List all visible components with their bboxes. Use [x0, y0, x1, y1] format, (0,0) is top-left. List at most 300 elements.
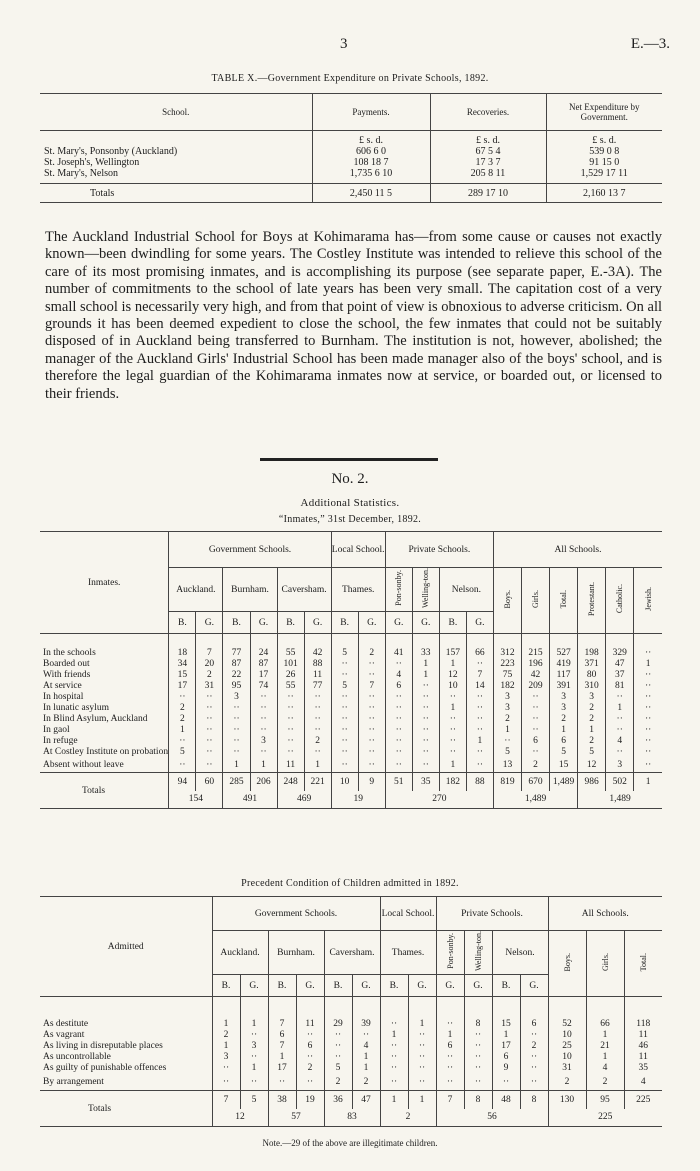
- table-cell: 2: [169, 703, 196, 714]
- table-cell: 1,489: [550, 773, 578, 791]
- row-label: By arrangement: [43, 1076, 104, 1087]
- table-cell: 248: [277, 773, 304, 791]
- table-cell: ··: [277, 725, 304, 736]
- table-cell: 118: [624, 997, 662, 1030]
- table-cell: ··: [634, 692, 662, 703]
- table-cell: 8: [520, 1091, 548, 1109]
- table-cell: 4: [586, 1063, 624, 1074]
- table-cell: ··: [412, 692, 439, 703]
- row-label: As vagrant: [43, 1030, 85, 1041]
- table-cell: ··: [464, 1063, 492, 1074]
- table-cell: 87: [223, 659, 250, 670]
- table-cell: 7: [212, 1091, 240, 1109]
- table-row: [40, 714, 662, 725]
- table-cell: ··: [466, 747, 493, 758]
- table-cell: ··: [331, 703, 358, 714]
- table-cell: 5: [550, 747, 578, 758]
- table-cell: ··: [464, 1074, 492, 1091]
- table-cell: Government Schools.: [212, 897, 380, 931]
- table-cell: 11: [304, 670, 331, 681]
- table-cell: ··: [380, 1041, 408, 1052]
- table-cell: ··: [520, 1030, 548, 1041]
- table-cell: 10: [331, 773, 358, 791]
- table-cell: 2: [380, 1109, 436, 1127]
- table-cell: Boys.: [562, 952, 572, 972]
- table-cell: ··: [304, 714, 331, 725]
- table-row: [40, 1052, 662, 1063]
- table-cell: Jewish.: [643, 587, 653, 611]
- table-cell: 35: [624, 1063, 662, 1074]
- currency-header: £ s. d.: [430, 135, 546, 146]
- table-cell: Nelson.: [492, 931, 548, 975]
- table-cell: ··: [277, 736, 304, 747]
- table-cell: 22: [223, 670, 250, 681]
- table-cell: Totals: [82, 785, 106, 796]
- table-cell: ··: [240, 1052, 268, 1063]
- table-cell: 25: [548, 1041, 586, 1052]
- table-cell: ··: [385, 659, 412, 670]
- table-cell: 2: [304, 736, 331, 747]
- table-cell: 39: [352, 997, 380, 1030]
- col-recoveries: Recoveries.: [430, 94, 546, 131]
- table-cell: 19: [296, 1091, 324, 1109]
- table-cell: 1,489: [578, 791, 662, 809]
- table-cell: 2: [324, 1074, 352, 1091]
- table-cell: ··: [521, 747, 549, 758]
- table-cell: 1: [606, 703, 634, 714]
- table-cell: 3: [493, 703, 521, 714]
- table-cell: ··: [412, 703, 439, 714]
- table-cell: ··: [521, 725, 549, 736]
- page-header: [0, 36, 700, 56]
- table-cell: 2: [578, 736, 606, 747]
- table-cell: ··: [385, 725, 412, 736]
- table-cell: ··: [358, 659, 385, 670]
- table-cell: ··: [412, 736, 439, 747]
- table-cell: 10: [439, 681, 466, 692]
- table-cell: ··: [358, 758, 385, 773]
- inmates-stub: Inmates.: [40, 532, 169, 634]
- table-cell: 1: [634, 773, 662, 791]
- table-cell: 117: [550, 670, 578, 681]
- table-cell: 1: [586, 1052, 624, 1063]
- table-cell: 329: [606, 634, 634, 659]
- footnote: Note.—29 of the above are illegitimate children.: [262, 1138, 438, 1148]
- table-cell: ··: [634, 725, 662, 736]
- table-cell: St. Mary's, Nelson: [44, 168, 119, 179]
- table-cell: 7: [466, 670, 493, 681]
- table-cell: 2: [493, 714, 521, 725]
- table-cell: G.: [385, 612, 412, 634]
- table-cell: 41: [385, 634, 412, 659]
- table-cell: 1: [466, 736, 493, 747]
- table-cell: Totals: [88, 1103, 112, 1114]
- table-row: [40, 1030, 662, 1041]
- table-cell: ··: [408, 1030, 436, 1041]
- table-cell: 3: [240, 1041, 268, 1052]
- table-cell: 10: [548, 1052, 586, 1063]
- table-cell: 1: [550, 725, 578, 736]
- table-cell: 196: [521, 659, 549, 670]
- table-cell: 67 5 4: [430, 146, 546, 157]
- row-label: With friends: [43, 670, 91, 681]
- table-cell: ··: [212, 1063, 240, 1074]
- table-cell: Welling-ton.: [473, 931, 483, 972]
- table-cell: B.: [277, 612, 304, 634]
- table-cell: ··: [358, 703, 385, 714]
- table-cell: 91 15 0: [546, 157, 662, 168]
- table-cell: 2,160 13 7: [546, 184, 662, 203]
- table-cell: 17: [250, 670, 277, 681]
- table-cell: ··: [169, 758, 196, 773]
- table-row: [40, 157, 662, 168]
- table-cell: ··: [466, 659, 493, 670]
- table-cell: 502: [606, 773, 634, 791]
- table-cell: 2: [548, 1074, 586, 1091]
- school-burnham: Burnham.: [223, 568, 277, 612]
- table-cell: 1: [412, 670, 439, 681]
- table-cell: ··: [436, 1074, 464, 1091]
- table-cell: 4: [352, 1041, 380, 1052]
- table-cell: G.: [352, 975, 380, 997]
- table-row: [40, 659, 662, 670]
- table-cell: 34: [169, 659, 196, 670]
- section-subtitle: “Inmates,” 31st December, 1892.: [278, 514, 422, 525]
- table-cell: Catholic.: [615, 584, 625, 614]
- table-cell: 11: [624, 1052, 662, 1063]
- table-cell: 2: [578, 714, 606, 725]
- table-cell: 5: [331, 634, 358, 659]
- row-label: At service: [43, 681, 82, 692]
- table-cell: ··: [606, 725, 634, 736]
- group-all: All Schools.: [493, 532, 662, 568]
- table-cell: 2: [352, 1074, 380, 1091]
- table-cell: ··: [466, 725, 493, 736]
- table-cell: 17 3 7: [430, 157, 546, 168]
- table-cell: 18: [169, 634, 196, 659]
- table-cell: ··: [358, 714, 385, 725]
- expenditure-table: [40, 93, 662, 203]
- table-cell: 6: [436, 1041, 464, 1052]
- table-cell: 2: [520, 1041, 548, 1052]
- section-number: No. 2.: [331, 471, 369, 487]
- table-cell: ··: [358, 692, 385, 703]
- table-cell: B.: [492, 975, 520, 997]
- group-government: Government Schools.: [169, 532, 331, 568]
- table-cell: 35: [412, 773, 439, 791]
- table-cell: 469: [277, 791, 331, 809]
- table-cell: 6: [492, 1052, 520, 1063]
- table-cell: ··: [240, 1030, 268, 1041]
- table-row: [40, 736, 662, 747]
- table-cell: 1: [380, 1030, 408, 1041]
- table-cell: 5: [493, 747, 521, 758]
- table-cell: 1: [493, 725, 521, 736]
- table-cell: ··: [304, 692, 331, 703]
- table-cell: 8: [464, 1091, 492, 1109]
- table-cell: B.: [223, 612, 250, 634]
- row-label: In gaol: [43, 725, 70, 736]
- table-cell: G.: [436, 975, 464, 997]
- table-cell: ··: [520, 1052, 548, 1063]
- document-reference: E.—3.: [630, 36, 670, 52]
- table-cell: 221: [304, 773, 331, 791]
- table-cell: 1: [408, 997, 436, 1030]
- table-cell: ··: [634, 703, 662, 714]
- table-cell: G.: [464, 975, 492, 997]
- table-cell: 74: [250, 681, 277, 692]
- table-cell: ··: [385, 747, 412, 758]
- table-cell: G.: [296, 975, 324, 997]
- table-cell: ··: [169, 736, 196, 747]
- table-cell: Local School.: [380, 897, 436, 931]
- table-cell: ··: [385, 714, 412, 725]
- table-cell: ··: [466, 692, 493, 703]
- table-cell: 13: [493, 758, 521, 773]
- table-cell: 7: [268, 1041, 296, 1052]
- table-cell: B.: [324, 975, 352, 997]
- table-cell: 5: [331, 681, 358, 692]
- table-cell: 6: [520, 997, 548, 1030]
- table-cell: ··: [466, 703, 493, 714]
- table-cell: Boys.: [502, 589, 512, 609]
- table-cell: 670: [521, 773, 549, 791]
- table-cell: 83: [324, 1109, 380, 1127]
- table-cell: 15: [169, 670, 196, 681]
- table-row: [40, 725, 662, 736]
- table-cell: 225: [624, 1091, 662, 1109]
- row-label: As uncontrollable: [43, 1052, 111, 1063]
- table-cell: 1: [634, 659, 662, 670]
- table-cell: ··: [169, 692, 196, 703]
- table-cell: 7: [268, 997, 296, 1030]
- row-label: In Blind Asylum, Auckland: [43, 714, 148, 725]
- row-label: Boarded out: [43, 659, 90, 670]
- table-cell: 8: [464, 997, 492, 1030]
- table-cell: ··: [304, 747, 331, 758]
- table-cell: ··: [439, 736, 466, 747]
- table-cell: ··: [331, 747, 358, 758]
- table-cell: St. Joseph's, Wellington: [44, 157, 140, 168]
- table-cell: ··: [439, 714, 466, 725]
- table-cell: Total.: [559, 589, 569, 609]
- table-cell: ··: [521, 692, 549, 703]
- table-cell: 3: [212, 1052, 240, 1063]
- table-cell: ··: [520, 1063, 548, 1074]
- table-cell: 1,529 17 11: [546, 168, 662, 179]
- table-cell: ··: [412, 747, 439, 758]
- table-cell: ··: [331, 659, 358, 670]
- group-private: Private Schools.: [385, 532, 493, 568]
- inmates-table: [40, 531, 662, 809]
- table-cell: ··: [436, 1052, 464, 1063]
- table-cell: ··: [331, 670, 358, 681]
- table-cell: ··: [331, 758, 358, 773]
- school-nelson: Nelson.: [439, 568, 493, 612]
- table-cell: ··: [250, 714, 277, 725]
- table-cell: St. Mary's, Ponsonby (Auckland): [44, 146, 178, 157]
- table-cell: 3: [550, 692, 578, 703]
- table-cell: 51: [385, 773, 412, 791]
- table-cell: 21: [586, 1041, 624, 1052]
- table-cell: ··: [223, 747, 250, 758]
- precedent-caption: Precedent Condition of Children admitted in 1892.: [241, 878, 459, 889]
- row-label: In hospital: [43, 692, 84, 703]
- table-cell: 48: [492, 1091, 520, 1109]
- table-cell: 1: [439, 758, 466, 773]
- table-cell: 17: [492, 1041, 520, 1052]
- table-cell: 986: [578, 773, 606, 791]
- table-cell: 215: [521, 634, 549, 659]
- table-cell: 206: [250, 773, 277, 791]
- table-cell: 5: [578, 747, 606, 758]
- table-cell: 2: [196, 670, 223, 681]
- table-cell: 182: [493, 681, 521, 692]
- table-cell: 108 18 7: [312, 157, 430, 168]
- table-cell: G.: [358, 612, 385, 634]
- table-cell: 3: [250, 736, 277, 747]
- table-cell: 12: [439, 670, 466, 681]
- table-cell: 9: [358, 773, 385, 791]
- table-cell: 1: [212, 997, 240, 1030]
- table-cell: B.: [380, 975, 408, 997]
- table-cell: 154: [169, 791, 223, 809]
- table-cell: ··: [324, 1041, 352, 1052]
- table-cell: ··: [304, 725, 331, 736]
- table-cell: ··: [196, 736, 223, 747]
- table-cell: ··: [331, 692, 358, 703]
- table-cell: ··: [358, 747, 385, 758]
- section-title: Additional Statistics.: [300, 497, 400, 509]
- table-cell: ··: [464, 1041, 492, 1052]
- table-cell: 60: [196, 773, 223, 791]
- table-cell: B.: [212, 975, 240, 997]
- table-cell: ··: [412, 714, 439, 725]
- table-cell: ··: [493, 736, 521, 747]
- table-cell: ··: [385, 736, 412, 747]
- table-cell: 11: [277, 758, 304, 773]
- table-cell: ··: [408, 1063, 436, 1074]
- table-row: [40, 997, 662, 1030]
- table-cell: ··: [296, 1030, 324, 1041]
- table-cell: ··: [196, 692, 223, 703]
- table-cell: 10: [548, 1030, 586, 1041]
- table-cell: ··: [223, 714, 250, 725]
- table-cell: ··: [439, 747, 466, 758]
- table-cell: ··: [466, 714, 493, 725]
- table-cell: 47: [352, 1091, 380, 1109]
- table-cell: 3: [578, 692, 606, 703]
- table-cell: 42: [304, 634, 331, 659]
- table-cell: ··: [412, 681, 439, 692]
- table-cell: 55: [277, 634, 304, 659]
- table-cell: ··: [240, 1074, 268, 1091]
- table-cell: ··: [223, 725, 250, 736]
- precedent-stub: Admitted: [40, 897, 212, 997]
- table-cell: ··: [439, 692, 466, 703]
- table-cell: 31: [196, 681, 223, 692]
- table-cell: ··: [634, 747, 662, 758]
- table-cell: ··: [277, 747, 304, 758]
- table-cell: 1: [240, 997, 268, 1030]
- table-cell: ··: [606, 714, 634, 725]
- table-cell: 491: [223, 791, 277, 809]
- col-net: Net Expenditure by Government.: [546, 94, 662, 131]
- table-cell: ··: [520, 1074, 548, 1091]
- table-cell: ··: [277, 692, 304, 703]
- table-cell: 2: [296, 1063, 324, 1074]
- table-cell: ··: [268, 1074, 296, 1091]
- table-cell: 95: [223, 681, 250, 692]
- table-cell: 2: [586, 1074, 624, 1091]
- table-cell: ··: [223, 736, 250, 747]
- table-cell: 7: [436, 1091, 464, 1109]
- table-cell: ··: [196, 703, 223, 714]
- table-cell: 205 8 11: [430, 168, 546, 179]
- school-caversham: Caversham.: [277, 568, 331, 612]
- table-row: [40, 1041, 662, 1052]
- table-cell: 46: [624, 1041, 662, 1052]
- table-cell: 819: [493, 773, 521, 791]
- table-cell: ··: [331, 714, 358, 725]
- table-cell: 1: [212, 1041, 240, 1052]
- table-cell: ··: [464, 1030, 492, 1041]
- table-cell: ··: [408, 1041, 436, 1052]
- table-cell: 209: [521, 681, 549, 692]
- table-cell: G.: [240, 975, 268, 997]
- table-cell: ··: [521, 703, 549, 714]
- table-row: [40, 670, 662, 681]
- table-cell: ··: [331, 736, 358, 747]
- table-cell: Girls.: [600, 953, 610, 971]
- table-cell: 66: [466, 634, 493, 659]
- table-cell: 88: [466, 773, 493, 791]
- school-thames: Thames.: [331, 568, 385, 612]
- table-row: [40, 758, 662, 773]
- table-cell: ··: [521, 714, 549, 725]
- table-cell: 29: [324, 997, 352, 1030]
- table-cell: 38: [268, 1091, 296, 1109]
- table-cell: 6: [296, 1041, 324, 1052]
- table-cell: Pon-sonby.: [445, 933, 455, 969]
- table-row: [40, 168, 662, 179]
- table-cell: 9: [492, 1063, 520, 1074]
- table-cell: ··: [439, 725, 466, 736]
- table-cell: ··: [223, 703, 250, 714]
- table-cell: ··: [212, 1074, 240, 1091]
- table-cell: G.: [304, 612, 331, 634]
- table-row: [40, 692, 662, 703]
- currency-header: £ s. d.: [546, 135, 662, 146]
- table-cell: 223: [493, 659, 521, 670]
- table-cell: 11: [296, 997, 324, 1030]
- row-label: As living in disreputable places: [43, 1041, 163, 1052]
- table-cell: 101: [277, 659, 304, 670]
- section-divider: [260, 458, 438, 461]
- table-cell: 4: [606, 736, 634, 747]
- table-cell: 20: [196, 659, 223, 670]
- table-cell: B.: [331, 612, 358, 634]
- table-cell: 3: [223, 692, 250, 703]
- table-cell: 1: [439, 703, 466, 714]
- table-cell: 539 0 8: [546, 146, 662, 157]
- table-cell: Burnham.: [268, 931, 324, 975]
- table-cell: 66: [586, 997, 624, 1030]
- table-cell: ··: [380, 1052, 408, 1063]
- table-cell: B.: [268, 975, 296, 997]
- table-cell: G.: [520, 975, 548, 997]
- table-cell: 14: [466, 681, 493, 692]
